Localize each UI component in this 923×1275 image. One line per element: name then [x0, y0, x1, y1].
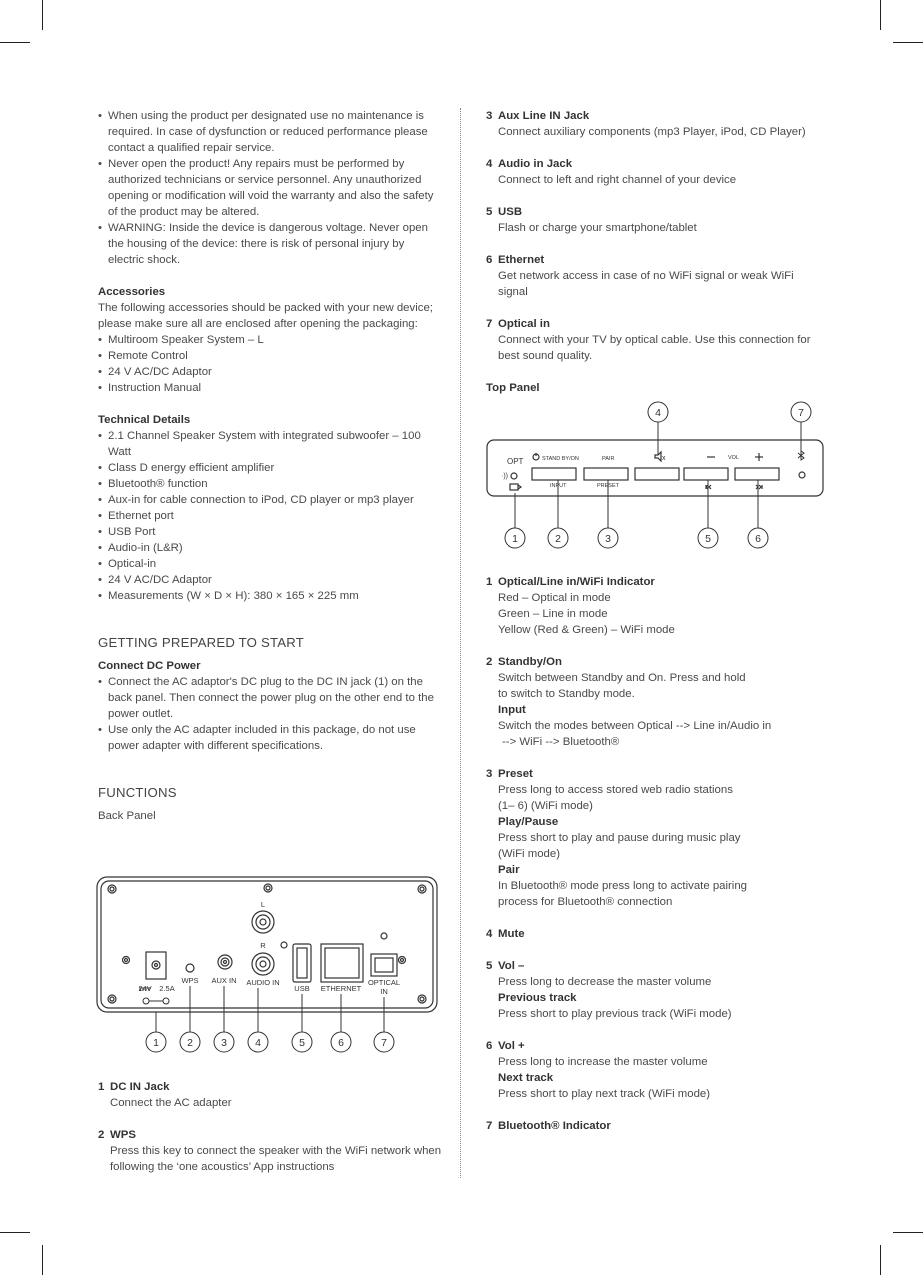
item-text: Connect with your TV by optical cable. Use this connection for best sound quality. — [498, 334, 811, 362]
list-item: • USB Port — [98, 524, 443, 540]
list-item: • Aux-in for cable connection to iPod, CD player or mp3 player — [98, 492, 443, 508]
crop-mark — [893, 1232, 923, 1233]
item-text: Press short to play previous track (WiFi mode) — [498, 1008, 732, 1020]
callout-5: 5 — [705, 533, 711, 545]
section-heading: Connect DC Power — [98, 660, 201, 672]
crop-mark — [880, 0, 881, 30]
label-in: IN — [380, 987, 388, 996]
label-amp: 2.5A — [159, 984, 175, 993]
label-aux-in: AUX IN — [211, 976, 237, 985]
item-text: Press long to access stored web radio stations — [498, 784, 733, 796]
item-title: 4 Mute — [486, 928, 525, 940]
list-item: • Audio-in (L&R) — [98, 540, 443, 556]
item-title: 3 Preset — [486, 768, 533, 780]
crop-mark — [42, 1245, 43, 1275]
back-panel-diagram — [96, 874, 441, 1059]
crop-mark — [0, 1232, 30, 1233]
list-item: • Connect the AC adaptor's DC plug to the DC IN jack (1) on the back panel. Then connect the power plug on the other end to the power outlet. — [98, 674, 443, 722]
callout-4: 4 — [255, 1037, 261, 1049]
item-text: Switch the modes between Optical --> Line in/Audio in — [498, 720, 772, 732]
item-title: 6 Vol + — [486, 1040, 525, 1052]
item-text: Press short to play and pause during music play — [498, 832, 741, 844]
list-item: • Optical-in — [98, 556, 443, 572]
item-text: In Bluetooth® mode press long to activate pairing — [498, 880, 748, 892]
item-subheading: Next track — [498, 1072, 554, 1084]
item-text: Press short to play next track (WiFi mode) — [498, 1088, 711, 1100]
mute-x-icon: x — [662, 455, 666, 462]
label-input: INPUT — [550, 483, 567, 489]
item-subheading: Play/Pause — [498, 816, 559, 828]
label-preset: PRESET — [597, 483, 620, 489]
callout-6: 6 — [338, 1037, 344, 1049]
item-text: Switch between Standby and On. Press and hold — [498, 672, 746, 684]
callout-1: 1 — [153, 1037, 159, 1049]
item-text: Yellow (Red & Green) – WiFi mode — [498, 624, 675, 636]
right-column — [486, 108, 831, 396]
label-vol: VOL — [728, 455, 740, 461]
label-r: R — [260, 941, 266, 950]
item-subheading: Pair — [498, 864, 520, 876]
label-opt: OPT — [507, 457, 524, 466]
left-column — [98, 108, 443, 824]
item-title: 2 Standby/On — [486, 656, 562, 668]
paragraph: The following accessories should be packed with your new device; please make sure all are enclosed after opening the packaging: — [98, 302, 433, 330]
label-standby: STAND BY/ON — [542, 456, 579, 462]
item-title: 1 DC IN Jack — [98, 1081, 170, 1093]
list-item: • WARNING: Inside the device is dangerous voltage. Never open the housing of the device: there is risk of personal injury by electric shock. — [98, 220, 443, 268]
list-item: • 2.1 Channel Speaker System with integrated subwoofer – 100 Watt — [98, 428, 443, 460]
column-divider — [460, 108, 461, 1178]
list-item: • Instruction Manual — [98, 380, 443, 396]
list-item: • Ethernet port — [98, 508, 443, 524]
crop-mark — [0, 42, 30, 43]
callout-1: 1 — [512, 533, 518, 545]
item-text: Red – Optical in mode — [498, 592, 611, 604]
item-title: 5 Vol – — [486, 960, 525, 972]
callout-2: 2 — [555, 533, 561, 545]
item-subheading: Previous track — [498, 992, 577, 1004]
item-title: 5 USB — [486, 206, 523, 218]
label-audio-in: AUDIO IN — [246, 978, 280, 987]
list-item: • Never open the product! Any repairs must be performed by authorized technicians or service personnel. Any unauthorized opening or modification will void the warranty and also the safety of the product may be altered. — [98, 156, 443, 220]
section-heading: Technical Details — [98, 414, 191, 426]
callout-3: 3 — [221, 1037, 227, 1049]
crop-mark — [880, 1245, 881, 1275]
item-subheading: Input — [498, 704, 526, 716]
item-title: 3 Aux Line IN Jack — [486, 110, 590, 122]
section-title: GETTING PREPARED TO START — [98, 635, 305, 650]
item-text: Get network access in case of no WiFi signal or weak WiFi signal — [498, 270, 794, 298]
crop-mark — [42, 0, 43, 30]
section-heading: Accessories — [98, 286, 166, 298]
callout-7: 7 — [798, 407, 804, 419]
item-text: Connect the AC adapter — [110, 1097, 232, 1109]
diagram-caption: Top Panel — [486, 382, 540, 394]
item-text: Green – Line in mode — [498, 608, 608, 620]
item-text: Press long to decrease the master volume — [498, 976, 712, 988]
diagram-caption: Back Panel — [98, 810, 156, 822]
section-title: FUNCTIONS — [98, 785, 177, 800]
callout-6: 6 — [755, 533, 761, 545]
list-item: • Multiroom Speaker System – L — [98, 332, 443, 348]
callout-2: 2 — [187, 1037, 193, 1049]
item-text: to switch to Standby mode. — [498, 688, 635, 700]
callout-3: 3 — [605, 533, 611, 545]
item-text: Press long to increase the master volume — [498, 1056, 708, 1068]
item-title: 1 Optical/Line in/WiFi Indicator — [486, 576, 655, 588]
item-title: 7 Bluetooth® Indicator — [486, 1120, 611, 1132]
label-volt: 24V — [138, 984, 152, 993]
label-usb: USB — [294, 984, 310, 993]
list-item: • Remote Control — [98, 348, 443, 364]
item-text: (1– 6) (WiFi mode) — [498, 800, 593, 812]
item-title: 2 WPS — [98, 1129, 136, 1141]
item-text: (WiFi mode) — [498, 848, 561, 860]
callout-7: 7 — [381, 1037, 387, 1049]
back-panel-items — [98, 1079, 443, 1175]
list-item: • Bluetooth® function — [98, 476, 443, 492]
wifi-signal-icon: ·)) — [501, 473, 508, 480]
callout-4: 4 — [655, 407, 661, 419]
item-text: --> WiFi --> Bluetooth® — [502, 736, 620, 748]
top-panel-items — [486, 574, 831, 1134]
label-l: L — [260, 900, 266, 909]
list-item: • Use only the AC adapter included in this package, do not use power adapter with different specifications. — [98, 722, 443, 754]
list-item: • When using the product per designated use no maintenance is required. In case of dysfunction or reduced performance please contact a qualified repair service. — [98, 108, 443, 156]
list-item: • Measurements (W × D × H): 380 × 165 × 225 mm — [98, 588, 443, 604]
item-title: 6 Ethernet — [486, 254, 545, 266]
label-wps: WPS — [181, 976, 199, 985]
label-ethernet: ETHERNET — [320, 984, 362, 993]
item-text: process for Bluetooth® connection — [498, 896, 673, 908]
item-text: Connect auxiliary components (mp3 Player, iPod, CD Player) — [498, 126, 806, 138]
item-text: Press this key to connect the speaker with the WiFi network when following the ‘one acoustics’ App instructions — [110, 1145, 442, 1173]
label-optical: OPTICAL — [367, 978, 401, 987]
item-text: Connect to left and right channel of your device — [498, 174, 737, 186]
list-item: • Class D energy efficient amplifier — [98, 460, 443, 476]
crop-mark — [893, 42, 923, 43]
item-title: 4 Audio in Jack — [486, 158, 573, 170]
list-item: • 24 V AC/DC Adaptor — [98, 572, 443, 588]
label-pair: PAIR — [602, 456, 615, 462]
top-panel-diagram — [484, 398, 829, 553]
list-item: • 24 V AC/DC Adaptor — [98, 364, 443, 380]
item-title: 7 Optical in — [486, 318, 550, 330]
callout-5: 5 — [299, 1037, 305, 1049]
item-text: Flash or charge your smartphone/tablet — [498, 222, 697, 234]
